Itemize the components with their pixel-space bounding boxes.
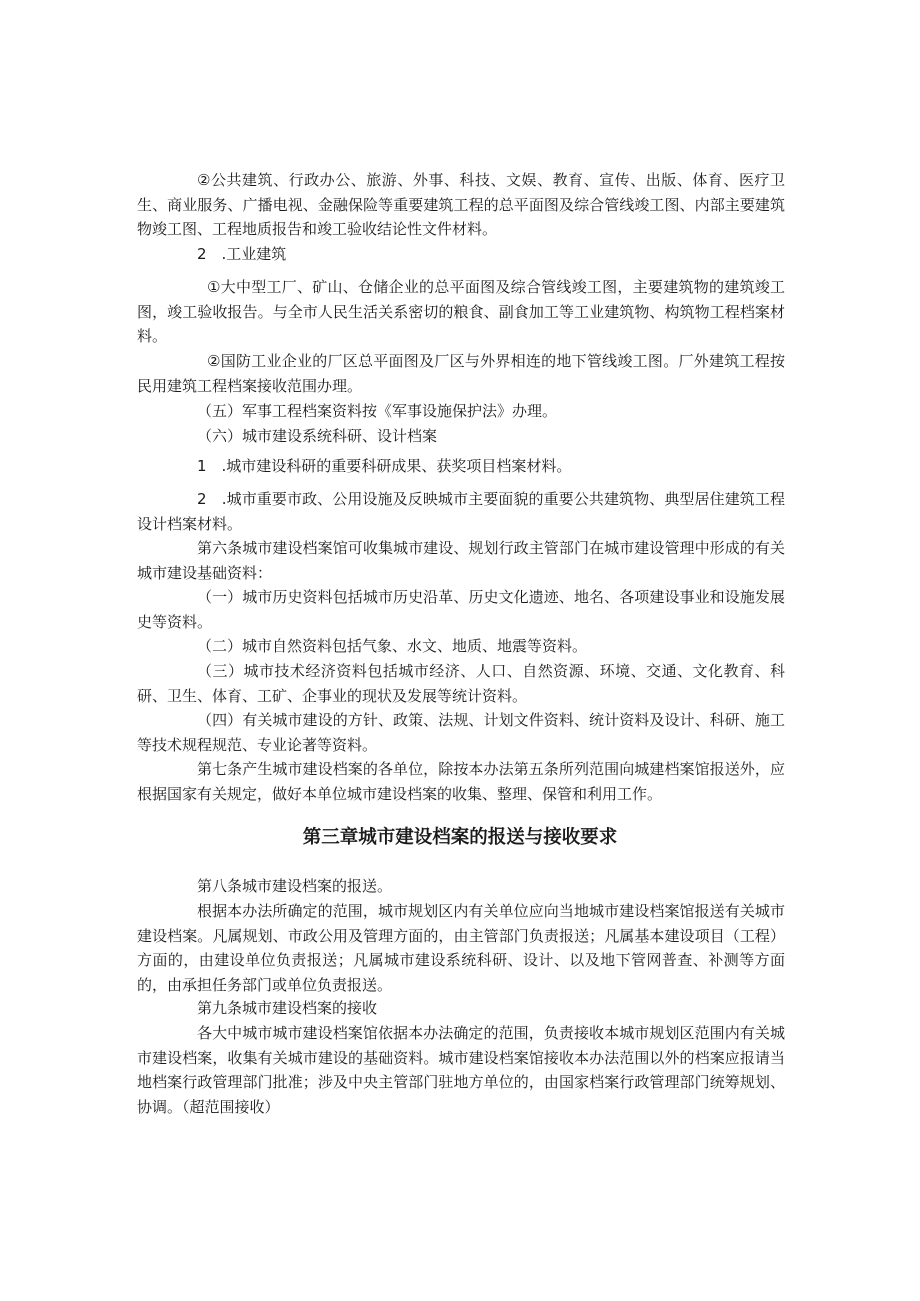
paragraph-military: （五）军事工程档案资料按《军事设施保护法》办理。 bbox=[197, 402, 558, 420]
paragraph-public-buildings: ②公共建筑、行政办公、旅游、外事、科技、文娱、教育、宣传、出版、体育、医疗卫生、商业服务、广播电视、金融保险等重要建筑工程的总平面图及综合管线竣工图、内部主要建筑物竣工图、工程地质报告和竣工验收结论性文件材料。 bbox=[137, 171, 785, 238]
paragraph-receiving: 各大中城市城市建设档案馆依据本办法确定的范围，负责接收本城市规划区范围内有关城市建设档案，收集有关城市建设的基础资料。城市建设档案馆接收本办法范围以外的档案应报请当地档案行政管理部门批准；涉及中央主管部门驻地方单位的，由国家档案行政管理部门统筹规划、协调。（超范围接收） bbox=[137, 1024, 785, 1116]
paragraph-policy-data: （四）有关城市建设的方针、政策、法规、计划文件资料、统计资料及设计、科研、施工等技术规程规范、专业论著等资料。 bbox=[137, 711, 785, 754]
paragraph-article-6: 第六条城市建设档案馆可收集城市建设、规划行政主管部门在城市建设管理中形成的有关城市建设基础资料： bbox=[137, 539, 785, 582]
paragraph-article-7: 第七条产生城市建设档案的各单位，除按本办法第五条所列范围向城建档案馆报送外，应根据国家有关规定，做好本单位城市建设档案的收集、整理、保管和利用工作。 bbox=[137, 760, 785, 803]
paragraph-defense-industry: ②国防工业企业的厂区总平面图及厂区与外界相连的地下管线竣工图。厂外建筑工程按民用建筑工程档案接收范围办理。 bbox=[137, 352, 785, 395]
paragraph-history-data: （一）城市历史资料包括城市历史沿革、历史文化遗迹、地名、各项建设事业和设施发展史等资料。 bbox=[137, 588, 785, 631]
paragraph-tech-economic-data: （三）城市技术经济资料包括城市经济、人口、自然资源、环境、交通、文化教育、科研、卫生、体育、工矿、企事业的现状及发展等统计资料。 bbox=[137, 662, 785, 705]
paragraph-research-results: 1 .城市建设科研的重要科研成果、获奖项目档案材料。 bbox=[197, 457, 572, 475]
paragraph-submission: 根据本办法所确定的范围，城市规划区内有关单位应向当地城市建设档案馆报送有关城市建设档案。凡属规划、市政公用及管理方面的，由主管部门负责报送；凡属基本建设项目（工程）方面的，由建设单位负责报送；凡属城市建设系统科研、设计、以及地下管网普查、补测等方面的，由承担任务部门或单位负责报送。 bbox=[137, 902, 785, 994]
paragraph-industrial-large: ①大中型工厂、矿山、仓储企业的总平面图及综合管线竣工图，主要建筑物的建筑竣工图，竣工验收报告。与全市人民生活关系密切的粮食、副食加工等工业建筑物、构筑物工程档案材料。 bbox=[137, 278, 785, 345]
chapter-title: 第三章城市建设档案的报送与接收要求 bbox=[302, 827, 618, 848]
paragraph-nature-data: （二）城市自然资料包括气象、水文、地质、地震等资料。 bbox=[197, 637, 588, 655]
heading-industrial-buildings: 2 .工业建筑 bbox=[197, 245, 287, 263]
paragraph-municipal-design: 2 .城市重要市政、公用设施及反映城市主要面貌的重要公共建筑物、典型居住建筑工程设计档案材料。 bbox=[137, 490, 785, 533]
paragraph-article-8: 第八条城市建设档案的报送。 bbox=[197, 877, 393, 895]
paragraph-research-design: （六）城市建设系统科研、设计档案 bbox=[197, 427, 438, 445]
paragraph-article-9: 第九条城市建设档案的接收 bbox=[197, 999, 378, 1017]
